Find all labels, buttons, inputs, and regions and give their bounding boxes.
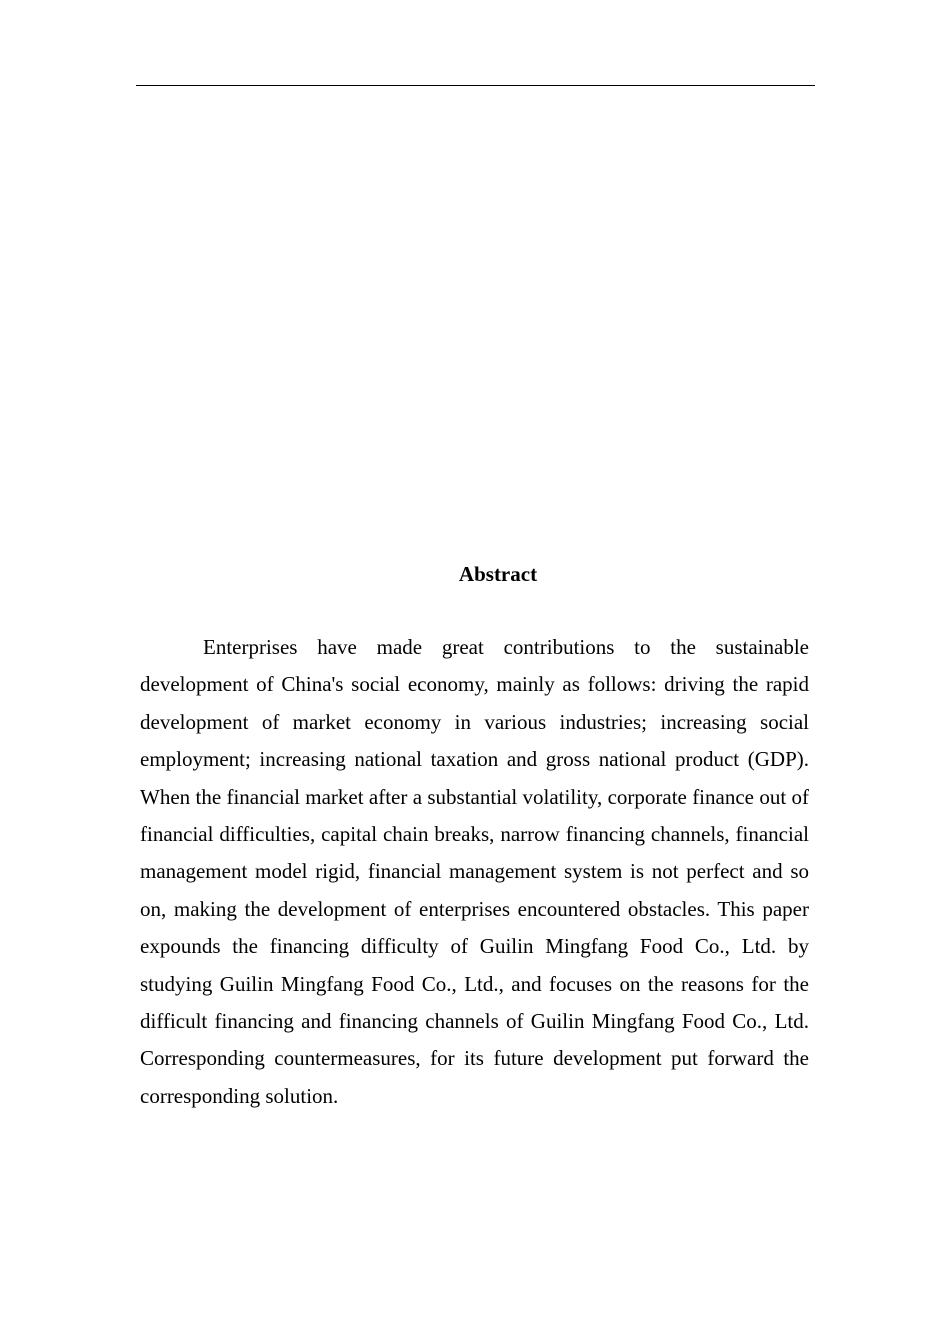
abstract-heading: Abstract bbox=[458, 562, 538, 586]
abstract-paragraph: Enterprises have made great contributions to the sustainable development of China's social economy, mainly as follows: driving the rapid development of market economy in various industries; increasing social employment; increasing national taxation and gross national product (GDP). When the financial market after a substantial volatility, corporate finance out of financial difficulties, capital chain breaks, narrow financing channels, financial management model rigid, financial management system is not perfect and so on, making the development of enterprises encountered obstacles. This paper expounds the financing difficulty of Guilin Mingfang Food Co., Ltd. by studying Guilin Mingfang Food Co., Ltd., and focuses on the reasons for the difficult financing and financing channels of Guilin Mingfang Food Co., Ltd. Corresponding countermeasures, for its future development put forward the corresponding solution. bbox=[140, 635, 809, 1108]
header-rule bbox=[136, 85, 815, 86]
